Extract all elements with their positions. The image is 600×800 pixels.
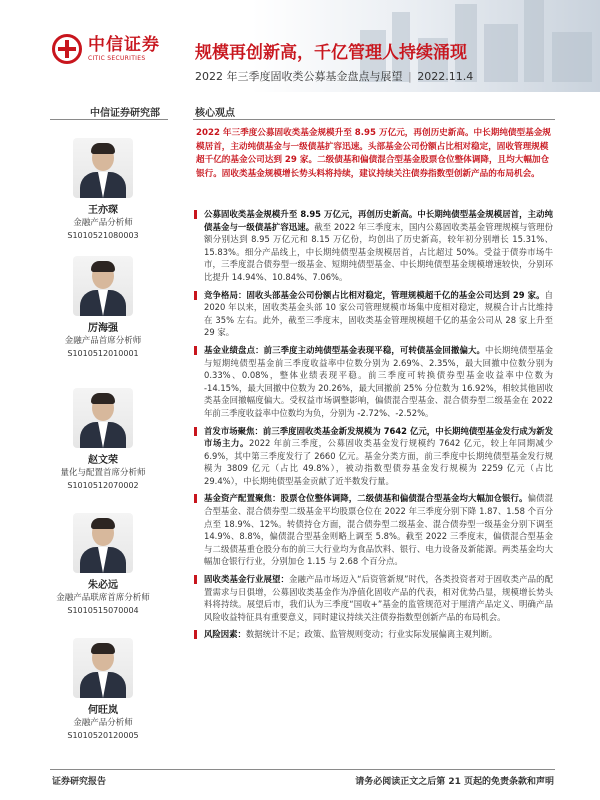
bullet-marker — [194, 494, 197, 503]
key-point-body: 金融产品市场迈入“后资管新规”时代，各类投资者对于固收类产品的配置需求与日俱增，公募固收类基金作为净值化固收产品的代表，相对优势凸显，规模增长势头料将持续。展望后市，我们认为三季度“国收+”基金的监管规范对于厘清产品定义、明确产品风险收益特征具有重要意义，同时建议持续关注债券指数型创新产品的布局机会。 — [204, 574, 553, 622]
bullet-marker — [194, 427, 197, 436]
analyst-card — [52, 256, 154, 360]
key-point — [193, 425, 553, 488]
bullet-marker — [194, 210, 197, 219]
analyst-license-id: S1010515070004 — [67, 606, 139, 615]
sidebar-heading: 中信证券研究部 — [90, 108, 160, 119]
analyst-name: 赵文荣 — [88, 455, 118, 466]
analyst-name: 朱必远 — [88, 580, 118, 591]
key-point — [193, 573, 553, 623]
analyst-photo — [73, 138, 133, 198]
key-point-body: 自 2020 年以来，固收类基金头部 10 家公司管理规模市场集中度相对稳定，规模合计占比维持在 35% 左右。此外，截至三季度末，固收类基金管理规模超千亿的基金公司从 28 家上升至 29 家。 — [204, 289, 553, 338]
sidebar-divider — [50, 119, 168, 120]
key-point-body: 数据统计不足；政策、监管规则变动；行业实际发展偏离主观判断。 — [245, 629, 498, 640]
key-point — [193, 492, 553, 568]
key-point-body: 截至 2022 年三季度末，国内公募固收类基金管理规模与管理份额分别达到 8.95 万亿元和 8.15 万亿份，均创出了历史新高，较年初分别增长 15.31%、15.83%。细分产品线上，中长期纯债型基金规模居首，占比超过 50%。受益于债券市场牛市，三季度混合债券型一级基金、短期纯债型基金、中长期纯债型基金规模增速较快，分别环比提升 14.94%、10.84%、7.06%。 — [204, 221, 554, 282]
key-point-heading: 基金资产配置聚焦：股票仓位整体调降，二级债基和偏债混合型基金均大幅加仓银行。 — [204, 493, 528, 504]
analyst-role: 金融产品首席分析师 — [64, 336, 142, 346]
bullet-marker — [194, 575, 197, 584]
analyst-role: 金融产品分析师 — [73, 218, 133, 228]
analyst-role: 量化与配置首席分析师 — [60, 468, 146, 478]
key-point — [193, 208, 553, 284]
analyst-photo — [73, 513, 133, 573]
analyst-card — [52, 138, 154, 242]
logo-cn-text: 中信证券 — [88, 34, 160, 55]
key-point-heading: 固收类基金行业展望： — [204, 574, 290, 585]
report-title: 规模再创新高，千亿管理人持续涌现 — [195, 43, 467, 63]
key-point-heading: 公募固收类基金规模升至 8.95 万亿元，再创历史新高。中长期纯债型基金规模居首，主动纯债基金与一级债基扩容迅速。 — [204, 209, 553, 232]
analyst-photo — [73, 256, 133, 316]
logo-en-text: CITIC SECURITIES — [88, 54, 146, 62]
analyst-license-id: S1010521080003 — [67, 231, 139, 240]
analyst-name: 何旺岚 — [88, 705, 118, 716]
bullet-marker — [194, 346, 197, 355]
key-point-body: 偏债混合型基金、混合债券型二级基金平均股票仓位在 2022 年三季度分别下降 1.87、1.58 个百分点至 18.9%、12%。转债持仓方面，混合债券型二级基金、混合债券型一级基金分别下调至 14.9%、8.8%，偏债混合型基金则略上调至 5.8%。截至 2022 三季度末，偏债混合型基金与二级债基重仓股分布的前三大行业均为食品饮料、银行、电力设备及新能源。两类基金均大幅加仓银行行业，分别加仓 1.15 与 2.68 个百分点。 — [204, 493, 553, 567]
analyst-license-id: S1010512070002 — [67, 481, 139, 490]
analyst-license-id: S1010520120005 — [67, 731, 139, 740]
key-point — [193, 628, 553, 641]
analyst-role: 金融产品联席首席分析师 — [56, 593, 150, 603]
key-point — [193, 344, 553, 420]
key-point-heading: 首发市场聚焦：前三季度固收类基金新发规模为 7642 亿元，中长期纯债型基金发行成为新发市场主力。 — [204, 425, 553, 449]
main-heading: 核心观点 — [195, 108, 235, 119]
main-divider — [193, 119, 555, 120]
footer-disclaimer: 请务必阅读正文之后第 21 页起的免责条款和声明 — [355, 777, 554, 787]
analyst-photo — [73, 388, 133, 448]
analyst-photo — [73, 638, 133, 698]
bullet-marker — [194, 291, 197, 300]
report-date: 2022.11.4 — [417, 70, 474, 83]
key-point-heading: 基金业绩盘点：前三季度主动纯债型基金表现平稳，可转债基金回撤偏大。 — [204, 344, 486, 355]
analyst-card — [52, 638, 154, 742]
citic-logo-icon — [52, 34, 82, 64]
key-point-heading: 竞争格局：固收头部基金公司份额占比相对稳定，管理规模超千亿的基金公司达到 29 家。 — [204, 289, 545, 300]
citic-logo — [52, 34, 160, 64]
key-point — [193, 289, 553, 339]
analyst-license-id: S1010512010001 — [67, 349, 139, 358]
key-point-heading: 风险因素： — [204, 629, 246, 640]
analyst-name: 王亦琛 — [88, 205, 118, 216]
analyst-name: 厉海强 — [88, 323, 118, 334]
subtitle-separator: | — [408, 70, 412, 83]
footer-divider — [50, 769, 555, 770]
bullet-marker — [194, 630, 197, 639]
report-subtitle — [195, 68, 473, 84]
subtitle-topic: 2022 年三季度固收类公募基金盘点与展望 — [195, 70, 403, 83]
core-summary: 2022 年三季度公募固收类基金规模升至 8.95 万亿元，再创历史新高。中长期纯债型基金规模居首，主动纯债基金与一级债基扩容迅速。头部基金公司份额占比相对稳定，固收管理规模超千亿的基金公司达到 29 家。二级债基和偏债混合型基金股票仓位整体调降，且均大幅加仓银行。固收类基金规模增长势头料将持续，建议持续关注债券指数型创新产品的布局机会。 — [196, 128, 551, 179]
footer-label: 证券研究报告 — [52, 777, 107, 787]
analyst-card — [52, 513, 154, 617]
key-points-list — [193, 208, 553, 646]
key-point-body: 2022 年前三季度，公募固收类基金发行规模约 7642 亿元，较上年同期减少 6.9%，其中第三季度发行了 2660 亿元。基金分类方面，前三季度中长期纯债型基金发行规模为 3809 亿元（占比 49.8%），被动指数型债券基金发行规模为 2259 亿元（占比 29.4%），中长期纯债型基金贡献了近半数发行量。 — [204, 438, 554, 486]
analyst-role: 金融产品分析师 — [73, 718, 133, 728]
key-point-body: 中长期纯债型基金与短期纯债型基金前三季度收益率中位数分别为 2.69%、2.35%，最大回撤中位数分别为 0.33%、0.08%，整体业绩表现平稳。前三季度可转换债券型基金收益率中位数为 -14.15%，最大回撤中位数为 20.26%，最大回撤前 25% 分位数为 16.92%，相较其他固收类基金回撤幅度偏大。受权益市场调整影响，偏债混合型基金、混合债券型二级基金在 2022 年前三季度收益率中位数均为负，分别为 -2.72%、-2.52%。 — [204, 344, 553, 418]
analyst-card — [52, 388, 154, 492]
